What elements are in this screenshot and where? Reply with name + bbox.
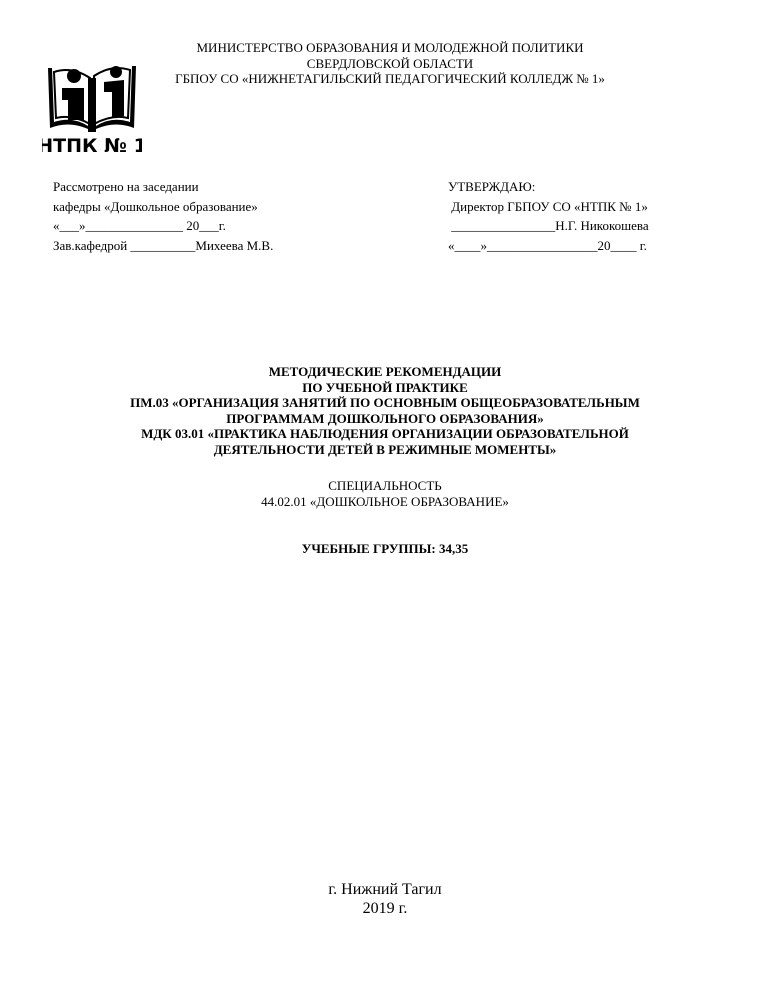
- reviewed-line-3: «___»_______________ 20___г.: [53, 218, 226, 233]
- approved-line-1: УТВЕРЖДАЮ:: [448, 179, 536, 194]
- reviewed-line-4: Зав.кафедрой __________Михеева М.В.: [53, 237, 274, 253]
- title-line-1: МЕТОДИЧЕСКИЕ РЕКОМЕНДАЦИИ: [268, 364, 502, 379]
- approved-line-2: Директор ГБПОУ СО «НТПК № 1»: [448, 198, 648, 214]
- title-line-6: ДЕЯТЕЛЬНОСТИ ДЕТЕЙ В РЕЖИМНЫЕ МОМЕНТЫ»: [213, 441, 557, 457]
- header-line-3: ГБПОУ СО «НИЖНЕТАГИЛЬСКИЙ ПЕДАГОГИЧЕСКИЙ КОЛЛЕДЖ № 1»: [175, 71, 605, 86]
- footer-city: г. Нижний Тагил: [328, 881, 442, 898]
- approved-line-3: ________________Н.Г. Никокошева: [448, 218, 649, 233]
- title-line-4: ПРОГРАММАМ ДОШКОЛЬНОГО ОБРАЗОВАНИЯ»: [226, 410, 544, 426]
- footer-block: [200, 880, 570, 918]
- study-groups: УЧЕБНЫЕ ГРУППЫ: 34,35: [301, 541, 469, 556]
- book-with-i-letters-logo-icon: [42, 58, 142, 156]
- reviewed-block: [53, 177, 273, 255]
- specialty-label: СПЕЦИАЛЬНОСТЬ: [328, 478, 442, 493]
- footer-year: 2019 г.: [362, 900, 408, 917]
- specialty-block: [60, 478, 710, 509]
- specialty-value: 44.02.01 «ДОШКОЛЬНОЕ ОБРАЗОВАНИЕ»: [261, 493, 509, 509]
- reviewed-line-1: Рассмотрено на заседании: [53, 179, 199, 194]
- logo-text: НТПК № 1: [42, 135, 142, 156]
- header-line-1: МИНИСТЕРСТВО ОБРАЗОВАНИЯ И МОЛОДЕЖНОЙ ПОЛИТИКИ: [196, 40, 584, 55]
- title-line-3: ПМ.03 «ОРГАНИЗАЦИЯ ЗАНЯТИЙ ПО ОСНОВНЫМ ОБЩЕОБРАЗОВАТЕЛЬНЫМ: [130, 395, 640, 410]
- ministry-header: [110, 40, 670, 87]
- college-logo: [42, 58, 142, 156]
- reviewed-line-2: кафедры «Дошкольное образование»: [53, 198, 258, 214]
- header-line-2: СВЕРДЛОВСКОЙ ОБЛАСТИ: [306, 55, 474, 71]
- approved-line-4: «____»_________________20____ г.: [448, 237, 647, 253]
- document-title: [60, 364, 710, 457]
- approved-block: [448, 177, 649, 255]
- title-line-2: ПО УЧЕБНОЙ ПРАКТИКЕ: [302, 379, 468, 395]
- title-line-5: МДК 03.01 «ПРАКТИКА НАБЛЮДЕНИЯ ОРГАНИЗАЦИИ ОБРАЗОВАТЕЛЬНОЙ: [141, 426, 629, 441]
